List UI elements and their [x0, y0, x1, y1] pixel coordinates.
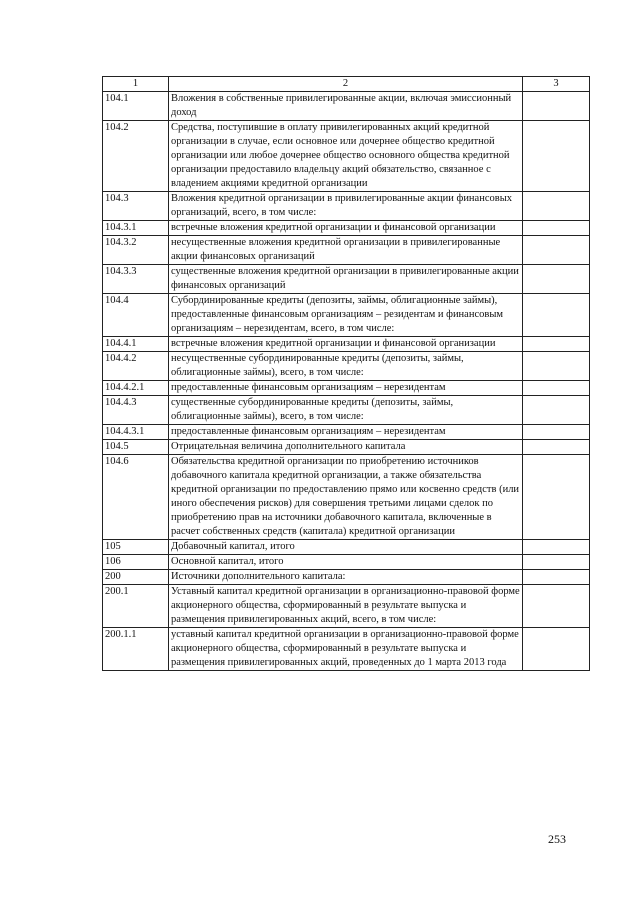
row-value: [523, 221, 590, 236]
row-description: несущественные субординированные кредиты (депозиты, займы, облигационные займы), всего, в том числе:: [169, 352, 523, 381]
row-code: 104.4.3: [103, 396, 169, 425]
row-code: 104.1: [103, 92, 169, 121]
row-code: 104.4.2: [103, 352, 169, 381]
row-value: [523, 628, 590, 671]
row-description: уставный капитал кредитной организации в организационно-правовой форме акционерного общества, сформированный в результате выпуска и размещения привилегированных акций, проведенных до 1 марта 2013 года: [169, 628, 523, 671]
table-row: [103, 294, 590, 337]
row-value: [523, 540, 590, 555]
table-row: [103, 121, 590, 192]
table-row: [103, 265, 590, 294]
row-code: 104.3: [103, 192, 169, 221]
table-row: [103, 352, 590, 381]
row-code: 200.1: [103, 585, 169, 628]
row-code: 104.3.1: [103, 221, 169, 236]
row-value: [523, 294, 590, 337]
row-description: Источники дополнительного капитала:: [169, 570, 523, 585]
table-row: [103, 396, 590, 425]
table-row: [103, 192, 590, 221]
table-row: [103, 381, 590, 396]
report-table: [102, 76, 590, 671]
row-description: Добавочный капитал, итого: [169, 540, 523, 555]
row-code: 104.3.3: [103, 265, 169, 294]
row-code: 200: [103, 570, 169, 585]
row-code: 104.4: [103, 294, 169, 337]
row-description: Субординированные кредиты (депозиты, займы, облигационные займы), предоставленные финансовым организациям – резидентам и финансовым организациям – нерезидентам, всего, в том числе:: [169, 294, 523, 337]
row-description: встречные вложения кредитной организации и финансовой организации: [169, 337, 523, 352]
table-header-row: [103, 77, 590, 92]
row-code: 105: [103, 540, 169, 555]
row-value: [523, 337, 590, 352]
table-row: [103, 570, 590, 585]
table-row: [103, 92, 590, 121]
row-description: Средства, поступившие в оплату привилегированных акций кредитной организации в случае, если основное или дочернее общество кредитной организации или любое дочернее общество основного общества кредитной организации предоставило владельцу акций обязательство, связанное с владением акциями кредитной организации: [169, 121, 523, 192]
row-description: Вложения в собственные привилегированные акции, включая эмиссионный доход: [169, 92, 523, 121]
table-row: [103, 221, 590, 236]
row-description: Отрицательная величина дополнительного капитала: [169, 440, 523, 455]
row-value: [523, 192, 590, 221]
row-description: предоставленные финансовым организациям – нерезидентам: [169, 381, 523, 396]
table-row: [103, 236, 590, 265]
row-code: 104.4.1: [103, 337, 169, 352]
column-header-2: 2: [169, 77, 523, 92]
row-value: [523, 455, 590, 540]
row-description: существенные вложения кредитной организации в привилегированные акции финансовых организаций: [169, 265, 523, 294]
row-value: [523, 121, 590, 192]
row-code: 104.3.2: [103, 236, 169, 265]
row-code: 200.1.1: [103, 628, 169, 671]
row-value: [523, 236, 590, 265]
row-code: 104.4.3.1: [103, 425, 169, 440]
row-code: 106: [103, 555, 169, 570]
row-value: [523, 555, 590, 570]
column-header-1: 1: [103, 77, 169, 92]
row-value: [523, 92, 590, 121]
row-value: [523, 425, 590, 440]
row-description: существенные субординированные кредиты (депозиты, займы, облигационные займы), всего, в том числе:: [169, 396, 523, 425]
table-row: [103, 628, 590, 671]
column-header-3: 3: [523, 77, 590, 92]
row-code: 104.2: [103, 121, 169, 192]
row-code: 104.5: [103, 440, 169, 455]
table-row: [103, 337, 590, 352]
row-value: [523, 570, 590, 585]
table-row: [103, 555, 590, 570]
row-description: предоставленные финансовым организациям – нерезидентам: [169, 425, 523, 440]
table-body: [103, 92, 590, 671]
row-description: Уставный капитал кредитной организации в организационно-правовой форме акционерного общества, сформированный в результате выпуска и размещения привилегированных акций, всего, в том числе:: [169, 585, 523, 628]
row-value: [523, 265, 590, 294]
row-description: Обязательства кредитной организации по приобретению источников добавочного капитала кредитной организации, а также обязательства кредитной организации по предоставлению прямо или косвенно средств (или иного обеспечения рисков) для совершения третьими лицами сделок по приобретению прав на источники добавочного капитала, включенные в расчет собственных средств (капитала) кредитной организации: [169, 455, 523, 540]
row-value: [523, 585, 590, 628]
table-row: [103, 440, 590, 455]
row-value: [523, 381, 590, 396]
row-description: Вложения кредитной организации в привилегированные акции финансовых организаций, всего, в том числе:: [169, 192, 523, 221]
table-row: [103, 540, 590, 555]
row-description: встречные вложения кредитной организации и финансовой организации: [169, 221, 523, 236]
table-row: [103, 585, 590, 628]
row-value: [523, 352, 590, 381]
table-row: [103, 455, 590, 540]
row-code: 104.6: [103, 455, 169, 540]
row-value: [523, 440, 590, 455]
row-description: несущественные вложения кредитной организации в привилегированные акции финансовых организаций: [169, 236, 523, 265]
page-number: 253: [548, 832, 566, 846]
row-value: [523, 396, 590, 425]
table-row: [103, 425, 590, 440]
row-code: 104.4.2.1: [103, 381, 169, 396]
row-description: Основной капитал, итого: [169, 555, 523, 570]
